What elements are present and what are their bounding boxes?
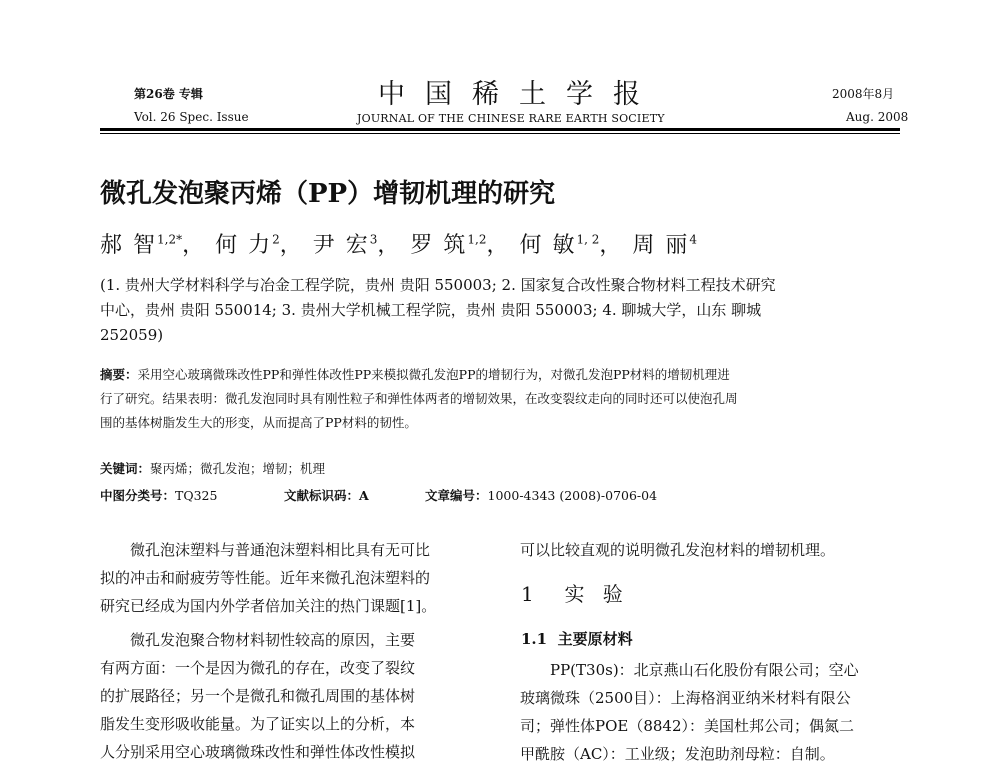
keywords-value: 聚丙烯；微孔发泡；增韧；机理 (150, 461, 326, 476)
author-list: 郝 智$^{1,2*}$， 何 力$^2$， 尹 宏$^3$， 罗 筑$^{1,2}$， 何 敏$^{1, 2}$， 周 丽$^4$ (100, 232, 698, 258)
date-cn: 2008年8月 (832, 87, 895, 101)
article-number-value: 1000-4343 (2008)-0706-04 (487, 488, 658, 503)
author: 周 丽$^4$ (632, 232, 698, 258)
subsection-heading (521, 628, 633, 649)
affiliations (100, 273, 895, 348)
date-en: Aug. 2008 (846, 110, 909, 124)
journal-title-cn: 中国稀土学报 (378, 79, 660, 110)
author: 何 力$^2$ (215, 232, 280, 258)
body-line: 研究已经成为国内外学者倍加关注的热门课题[1]。 (100, 597, 437, 615)
right-column-intro: 可以比较直观的说明微孔发泡材料的增韧机理。 (520, 541, 836, 559)
body-line: 微孔发泡聚合物材料韧性较高的原因，主要 (130, 631, 416, 649)
affiliation-line: 252059) (100, 326, 164, 344)
subsection-number: 1.1 (521, 630, 548, 648)
doc-code-label: 文献标识码： (284, 488, 360, 503)
keywords (100, 459, 325, 477)
abstract-label: 摘要： (100, 367, 138, 382)
article-number (425, 486, 657, 504)
body-line: PP(T30s)：北京燕山石化股份有限公司；空心 (550, 661, 859, 679)
body-line: 甲酰胺（AC）：工业级；发泡助剂母粒：自制。 (520, 745, 835, 763)
body-line: 有两方面：一个是因为微孔的存在，改变了裂纹 (100, 659, 416, 677)
right-column-body (520, 656, 905, 768)
volume-en: Vol. 26 Spec. Issue (134, 110, 249, 124)
header-rule-thin (100, 133, 900, 134)
author: 尹 宏$^3$ (312, 232, 378, 258)
article-title: 微孔发泡聚丙烯（PP）增韧机理的研究 (100, 179, 556, 209)
abstract-line: 围的基体树脂发生大的形变，从而提高了PP材料的韧性。 (100, 415, 417, 430)
doc-code (284, 486, 369, 504)
left-column (100, 536, 482, 766)
keywords-label: 关键词： (100, 461, 151, 476)
author: 郝 智$^{1,2*}$ (100, 232, 183, 258)
section-heading (521, 578, 629, 607)
volume-cn: 第26卷 专辑 (134, 87, 203, 101)
body-line: 人分别采用空心玻璃微珠改性和弹性体改性模拟 (100, 743, 416, 761)
clc-label: 中图分类号： (100, 488, 176, 503)
article-number-label: 文章编号： (425, 488, 488, 503)
abstract (100, 363, 900, 435)
body-line: 司；弹性体POE（8842）：美国杜邦公司；偶氮二 (520, 717, 855, 735)
subsection-title: 主要原材料 (557, 630, 633, 648)
body-line: 脂发生变形吸收能量。为了证实以上的分析，本 (100, 715, 416, 733)
affiliation-line: (1. 贵州大学材料科学与冶金工程学院，贵州 贵阳 550003; 2. 国家复合改性聚合物材料工程技术研究 (100, 276, 776, 294)
clc-value: TQ325 (175, 488, 218, 503)
author: 何 敏$^{1, 2}$ (519, 232, 600, 258)
journal-title-en: JOURNAL OF THE CHINESE RARE EARTH SOCIETY (357, 112, 665, 125)
author: 罗 筑$^{1,2}$ (410, 232, 487, 258)
header-rule-thick (100, 128, 900, 131)
body-line: 微孔泡沫塑料与普通泡沫塑料相比具有无可比 (130, 541, 431, 559)
section-number: 1 (521, 582, 540, 606)
doc-code-value: A (359, 488, 369, 503)
body-line: 的扩展路径；另一个是微孔和微孔周围的基体树 (100, 687, 416, 705)
body-line: 玻璃微珠（2500目）：上海格润亚纳米材料有限公 (520, 689, 851, 707)
body-line: 拟的冲击和耐疲劳等性能。近年来微孔泡沫塑料的 (100, 569, 431, 587)
abstract-line: 行了研究。结果表明：微孔发泡同时具有刚性粒子和弹性体两者的增韧效果，在改变裂纹走向的同时还可以使泡孔周 (100, 391, 738, 406)
section-title: 实 验 (564, 582, 629, 606)
affiliation-line: 中心，贵州 贵阳 550014; 3. 贵州大学机械工程学院，贵州 贵阳 550003; 4. 聊城大学，山东 聊城 (100, 301, 762, 319)
classification-row (100, 486, 217, 504)
abstract-line: 采用空心玻璃微珠改性PP和弹性体改性PP来模拟微孔发泡PP的增韧行为，对微孔发泡PP材料的增韧机理进 (137, 367, 730, 382)
